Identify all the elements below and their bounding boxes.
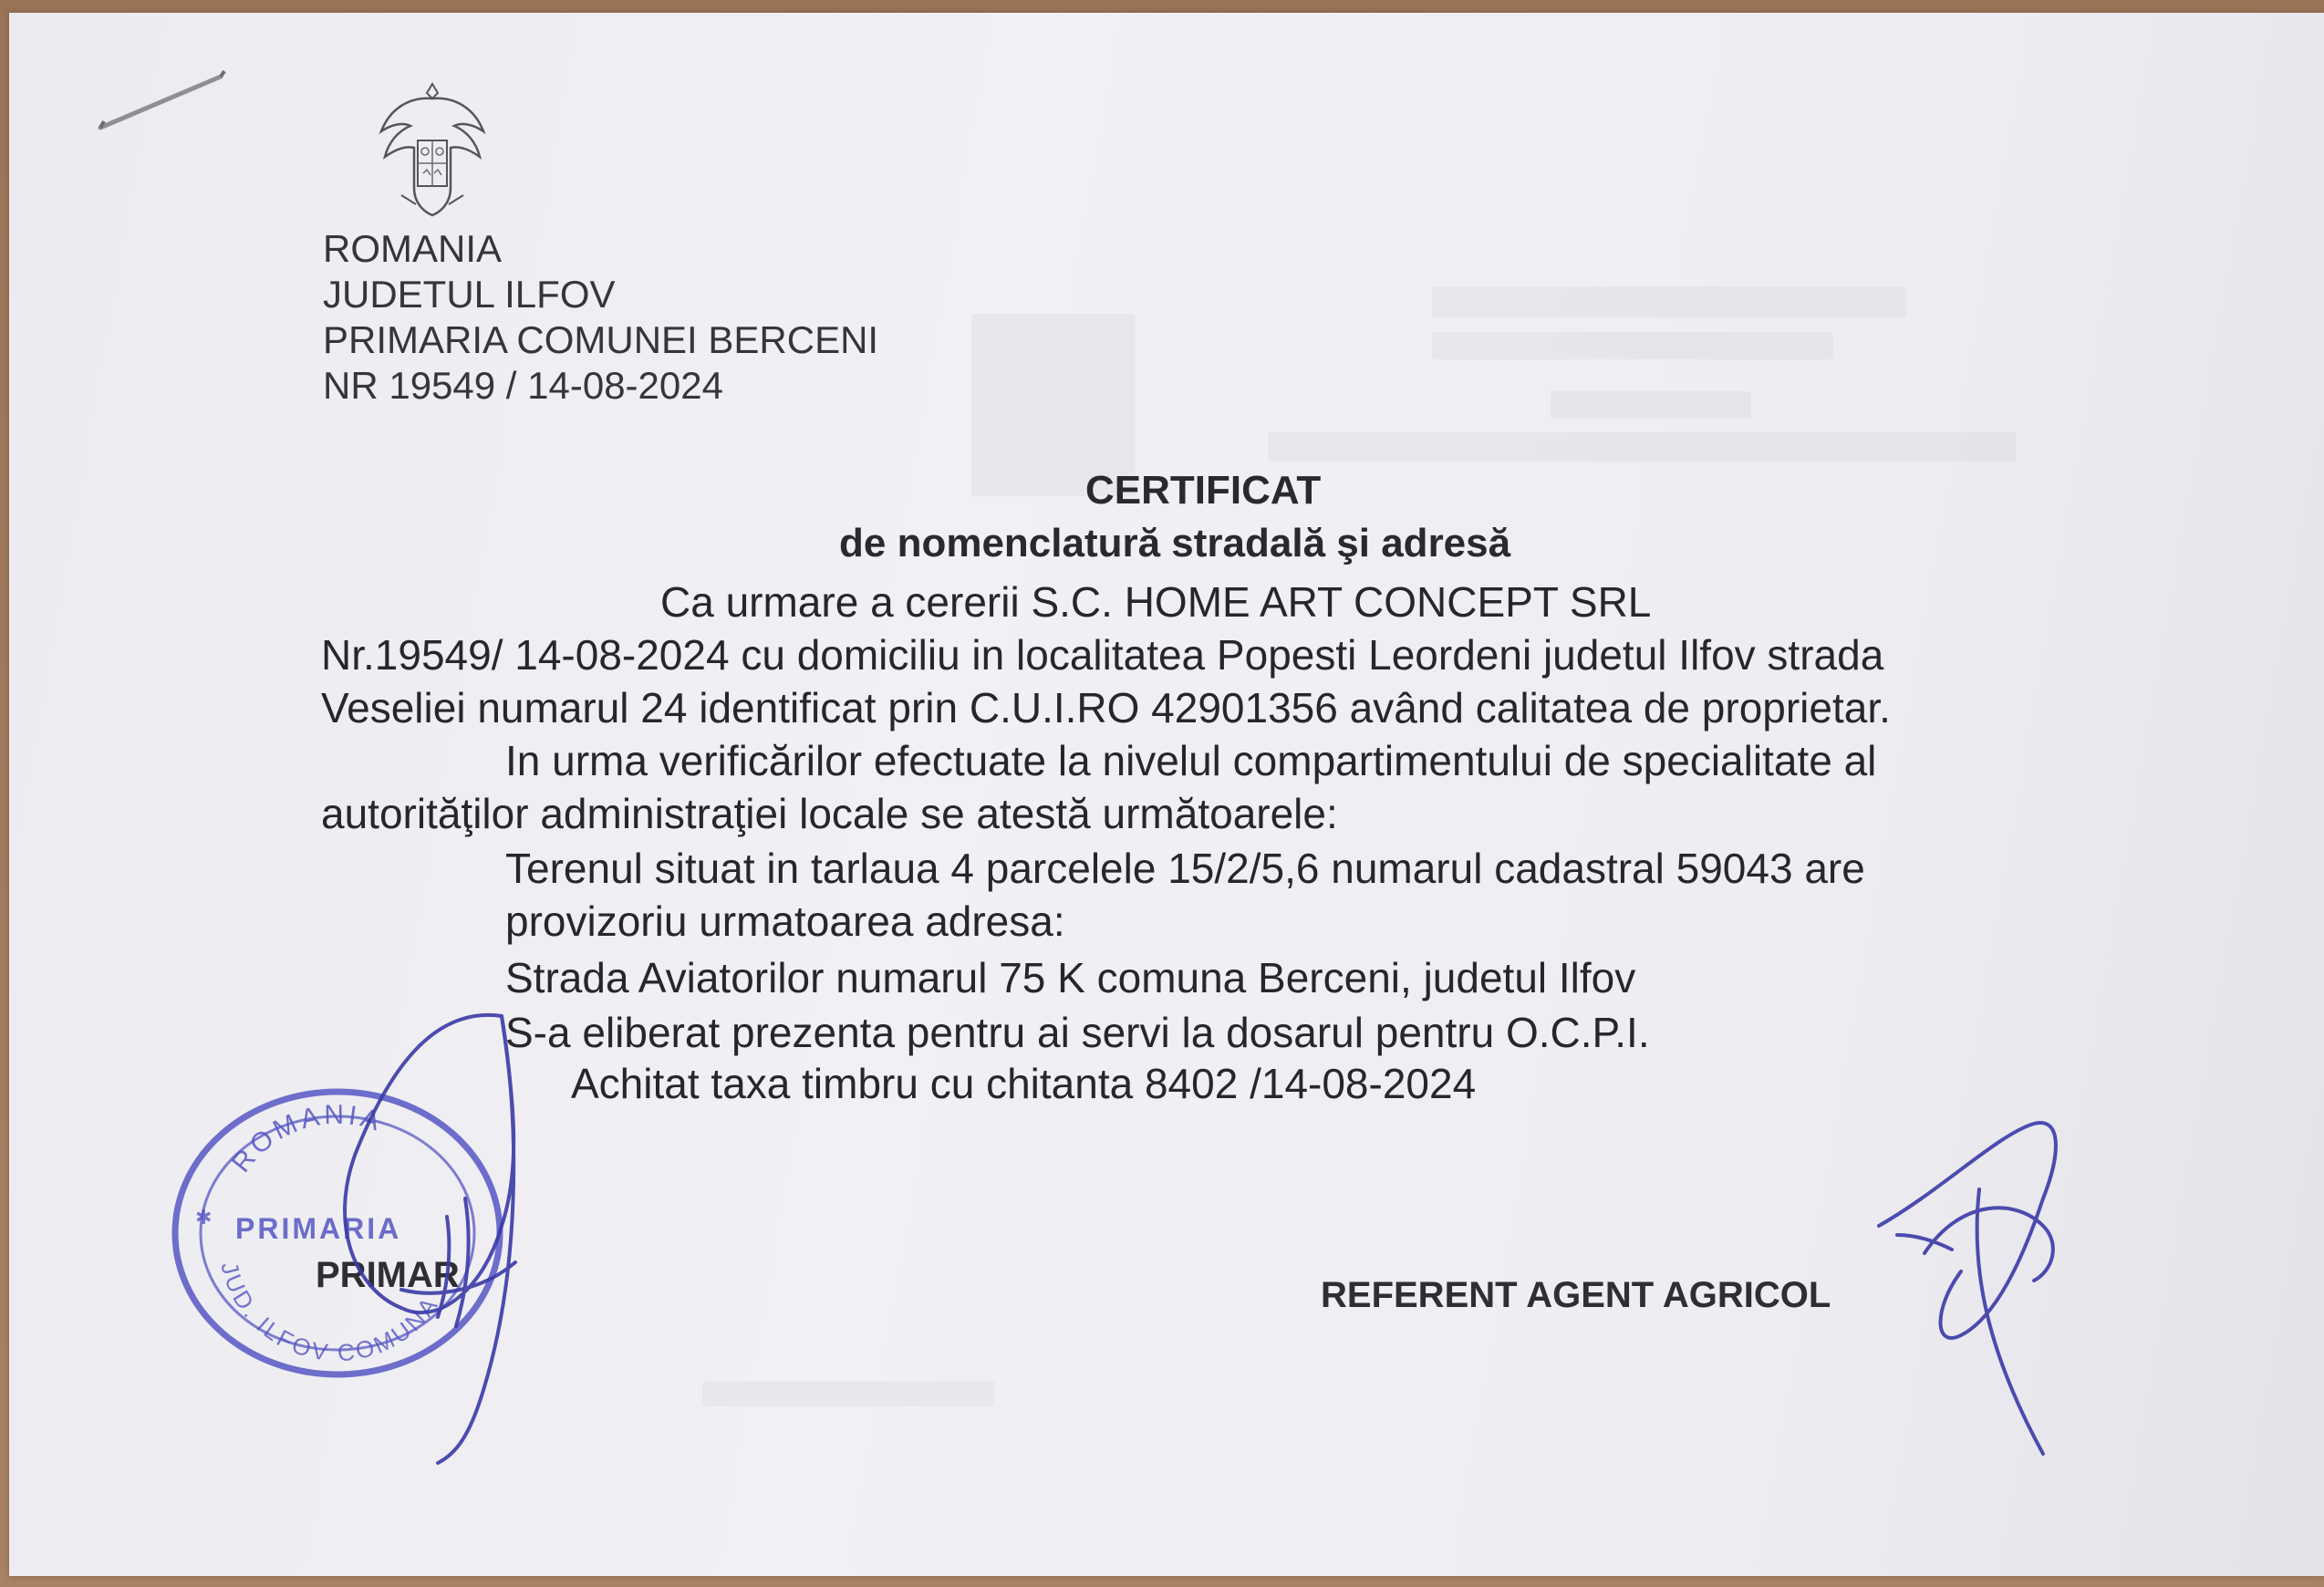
paragraph-1-line-2: Nr.19549/ 14-08-2024 cu domiciliu in localitatea Popesti Leordeni judetul Ilfov strada bbox=[321, 631, 1884, 679]
paragraph-2-line-2: autorităţilor administraţiei locale se atestă următoarele: bbox=[321, 790, 1338, 837]
header-county: JUDETUL ILFOV bbox=[323, 273, 616, 316]
signature-layer bbox=[9, 13, 2324, 1576]
finding-issued-line: S-a eliberat prezenta pentru ai servi la dosarul pentru O.C.P.I. bbox=[505, 1009, 1650, 1056]
signature-label-referent: REFERENT AGENT AGRICOL bbox=[1321, 1275, 1831, 1315]
stamp-star-left-icon: ✱ bbox=[195, 1206, 213, 1229]
fee-note: Achitat taxa timbru cu chitanta 8402 /14-08-2024 bbox=[571, 1060, 1477, 1107]
referent-signature bbox=[1879, 1123, 2056, 1454]
stamp-middle-text: PRIMARIA bbox=[235, 1212, 402, 1245]
finding-address-line: Strada Aviatorilor numarul 75 K comuna Berceni, judetul Ilfov bbox=[505, 954, 1636, 1001]
finding-line-2: provizoriu urmatoarea adresa: bbox=[505, 897, 1065, 945]
mayor-signature bbox=[345, 1015, 515, 1463]
paragraph-1-line-1: Ca urmare a cererii S.C. HOME ART CONCEPT SRL bbox=[660, 578, 1652, 626]
header-authority: PRIMARIA COMUNEI BERCENI bbox=[323, 318, 879, 361]
document-subtitle: de nomenclatură stradală şi adresă bbox=[839, 521, 1511, 565]
signature-label-mayor: PRIMAR bbox=[316, 1255, 460, 1295]
stamp-bottom-text: JUD. ILFOV COMUNA bbox=[215, 1259, 444, 1367]
stamp-top-text: ROMANIA bbox=[225, 1099, 388, 1178]
paragraph-2-line-1: In urma verificărilor efectuate la nivelul compartimentului de specialitate al bbox=[505, 737, 1877, 784]
certificate-paper bbox=[9, 13, 2324, 1576]
document-title: CERTIFICAT bbox=[1085, 468, 1322, 513]
header-registration-number: NR 19549 / 14-08-2024 bbox=[323, 364, 723, 407]
header-country: ROMANIA bbox=[323, 227, 503, 270]
paragraph-1-line-3: Veseliei numarul 24 identificat prin C.U.I.RO 42901356 având calitatea de proprietar. bbox=[321, 684, 1891, 731]
finding-line-1: Terenul situat in tarlaua 4 parcelele 15/2/5,6 numarul cadastral 59043 are bbox=[505, 845, 1865, 892]
